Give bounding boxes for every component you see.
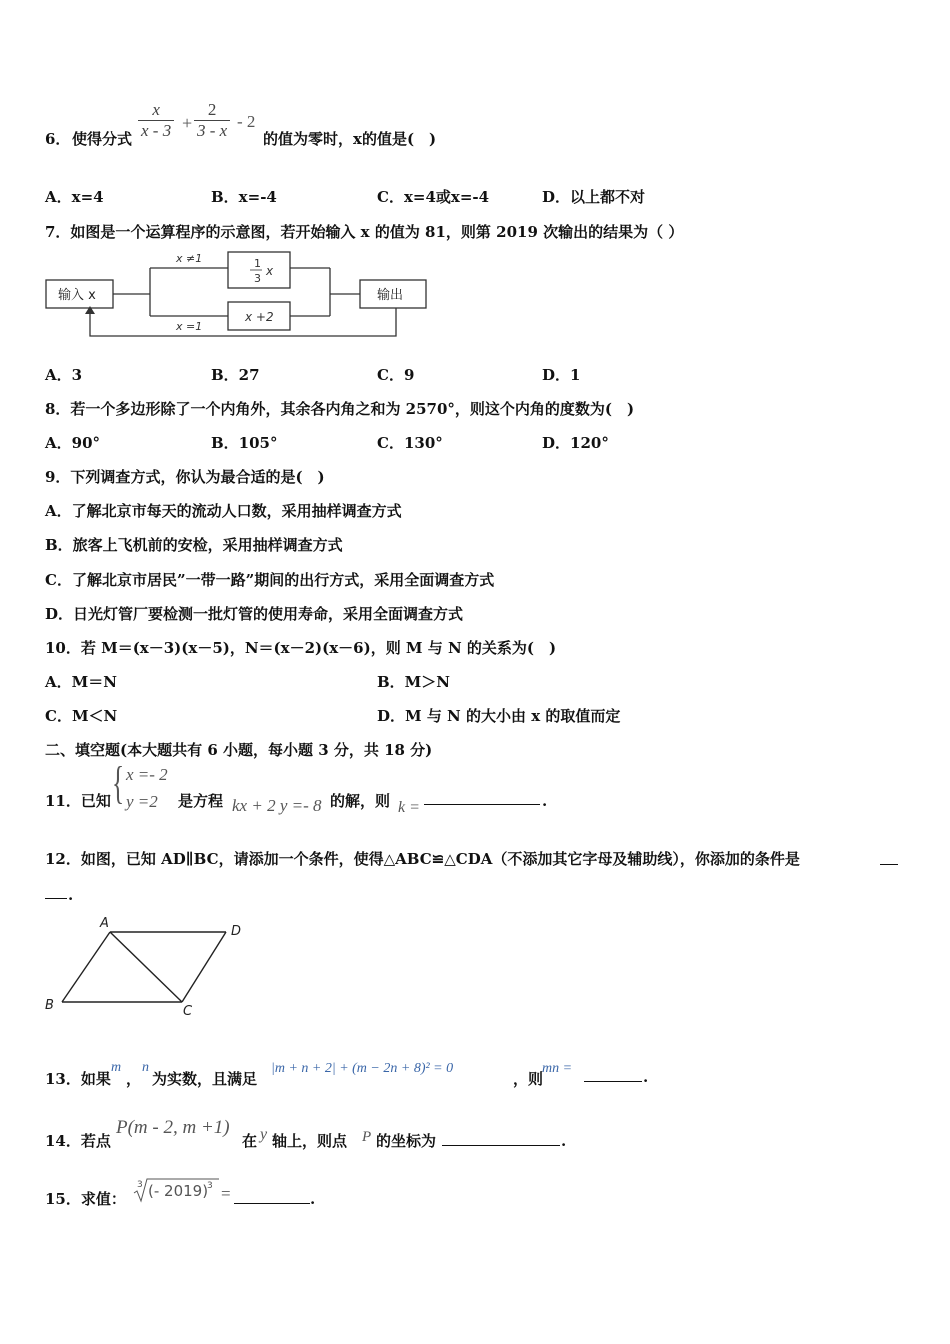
q7-text: 7．如图是一个运算程序的示意图，若开始输入 x 的值为 81，则第 2019 次输出的结果为（ ） bbox=[45, 223, 684, 241]
q13-prefix: 13．如果 bbox=[45, 1070, 111, 1088]
q11-post: 的解，则 bbox=[330, 792, 391, 810]
output-label: 输出 bbox=[377, 288, 404, 303]
label-d: D bbox=[231, 924, 242, 939]
cond-bottom-label: x =1 bbox=[176, 320, 203, 333]
op-top-numerator: 1 bbox=[254, 257, 261, 270]
q12-end: . bbox=[68, 886, 74, 904]
q6-option-d: D．以上都不对 bbox=[542, 188, 646, 206]
q14-y: y bbox=[260, 1126, 268, 1143]
q10-text: 10．若 M＝(x－3)(x－5)，N＝(x－2)(x－6)，则 M 与 N 的关系为( ) bbox=[45, 639, 557, 657]
q9-option-d: D．日光灯管厂要检测一批灯管的使用寿命，采用全面调查方式 bbox=[45, 605, 464, 623]
op-top-variable: x bbox=[266, 264, 274, 278]
q13-comma: ， bbox=[126, 1070, 142, 1088]
q6-minus-two: - 2 bbox=[237, 112, 256, 131]
q13-n: n bbox=[142, 1060, 149, 1075]
q8-option-b: B．105° bbox=[211, 434, 278, 452]
q15-end: . bbox=[310, 1190, 316, 1208]
q15-index: 3 bbox=[137, 1180, 143, 1190]
q11-number: 11．已知 bbox=[45, 792, 111, 810]
q6-frac1-numerator: x bbox=[152, 100, 160, 119]
q6-frac2-numerator: 2 bbox=[207, 100, 217, 119]
q7-option-b: B．27 bbox=[211, 366, 260, 384]
section-2-heading: 二、填空题(本大题共有 6 小题，每小题 3 分，共 18 分) bbox=[45, 741, 433, 759]
label-b: B bbox=[45, 998, 54, 1013]
q15-radical bbox=[133, 1176, 221, 1208]
q8-option-d: D．120° bbox=[542, 434, 609, 452]
q15-radical-sign bbox=[133, 1176, 221, 1204]
q6-fraction-1 bbox=[138, 100, 174, 141]
q11-end: . bbox=[542, 792, 548, 810]
q6-frac1-denominator: x - 3 bbox=[138, 120, 174, 141]
q15-answer-blank[interactable] bbox=[234, 1188, 310, 1208]
arrow-head bbox=[85, 306, 95, 314]
q11-mid: 是方程 bbox=[178, 792, 224, 810]
q8-option-c: C．130° bbox=[377, 434, 443, 452]
q7-option-d: D．1 bbox=[542, 366, 581, 384]
q6-plus: + bbox=[182, 113, 193, 133]
q6-number: 6． bbox=[45, 130, 71, 148]
q11-eq1: x =- 2 bbox=[126, 765, 168, 784]
q6-option-a: A．x=4 bbox=[45, 188, 104, 206]
label-c: C bbox=[183, 1004, 193, 1019]
q9-option-b: B．旅客上飞机前的安检，采用抽样调查方式 bbox=[45, 536, 343, 554]
q6-frac2-denominator: 3 - x bbox=[194, 120, 230, 141]
q15-exponent: 3 bbox=[207, 1181, 213, 1191]
op-bottom-label: x +2 bbox=[245, 310, 274, 324]
label-a: A bbox=[100, 916, 109, 931]
q11-brace: { bbox=[112, 757, 125, 808]
q13-condition: |m + n + 2| + (m − 2n + 8)² = 0 bbox=[271, 1061, 454, 1076]
q9-option-c: C．了解北京市居民”一带一路”期间的出行方式，采用全面调查方式 bbox=[45, 571, 495, 589]
q14-p: P bbox=[362, 1129, 372, 1145]
q13-m: m bbox=[111, 1060, 122, 1075]
q14-point: P(m - 2, m +1) bbox=[116, 1117, 230, 1138]
q12-parallelogram-figure bbox=[40, 912, 255, 1022]
q13-then: ，则 bbox=[513, 1070, 544, 1088]
q7-flow-diagram bbox=[44, 248, 434, 340]
op-top-denominator: 3 bbox=[254, 272, 261, 285]
q13-answer-blank[interactable] bbox=[584, 1066, 642, 1086]
q14-answer-blank[interactable] bbox=[442, 1128, 560, 1150]
q10-option-b: B．M＞N bbox=[377, 673, 450, 691]
q12-answer-blank-1[interactable] bbox=[880, 848, 898, 869]
q6-prefix: 使得分式 bbox=[72, 130, 133, 148]
q14-end: . bbox=[561, 1132, 567, 1150]
q15-prefix: 15．求值： bbox=[45, 1190, 126, 1208]
q11-answer-blank[interactable] bbox=[424, 790, 540, 809]
q13-mn: mn = bbox=[542, 1061, 573, 1076]
q9-text: 9．下列调查方式，你认为最合适的是( ) bbox=[45, 468, 325, 486]
q15-radicand: (- 2019) bbox=[148, 1182, 209, 1200]
q9-option-a: A．了解北京市每天的流动人口数，采用抽样调查方式 bbox=[45, 502, 402, 520]
q6-suffix: 的值为零时，x的值是( ) bbox=[263, 130, 437, 148]
q11-k: k = bbox=[398, 799, 420, 816]
input-label: 输入 x bbox=[58, 288, 96, 303]
q14-mid2: 轴上，则点 bbox=[272, 1132, 348, 1150]
q11-equation: kx + 2 y =- 8 bbox=[232, 796, 322, 815]
q6-option-c: C．x=4或x=-4 bbox=[377, 188, 490, 206]
q7-option-a: A．3 bbox=[45, 366, 83, 384]
q6-option-b: B．x=-4 bbox=[211, 188, 277, 206]
q14-prefix: 14．若点 bbox=[45, 1132, 111, 1150]
q10-option-d: D．M 与 N 的大小由 x 的取值而定 bbox=[377, 707, 621, 725]
q11-eq2: y =2 bbox=[126, 792, 158, 811]
q7-option-c: C．9 bbox=[377, 366, 415, 384]
q6-fraction-2 bbox=[194, 100, 230, 141]
q10-option-a: A．M＝N bbox=[45, 673, 117, 691]
q13-end: . bbox=[643, 1068, 649, 1086]
q8-text: 8．若一个多边形除了一个内角外，其余各内角之和为 2570°，则这个内角的度数为( ) bbox=[45, 400, 635, 418]
q13-mid: 为实数，且满足 bbox=[152, 1070, 258, 1088]
cond-top-label: x ≠1 bbox=[176, 252, 203, 265]
q12-answer-blank-2[interactable] bbox=[45, 882, 67, 903]
q14-mid: 在 bbox=[242, 1132, 258, 1150]
q8-option-a: A．90° bbox=[45, 434, 101, 452]
q15-equals: = bbox=[221, 1184, 231, 1203]
q10-option-c: C．M＜N bbox=[45, 707, 118, 725]
q12-text: 12．如图，已知 AD∥BC，请添加一个条件，使得△ABC≌△CDA（不添加其它字母及辅助线），你添加的条件是 bbox=[45, 850, 800, 868]
q14-post: 的坐标为 bbox=[376, 1132, 437, 1150]
